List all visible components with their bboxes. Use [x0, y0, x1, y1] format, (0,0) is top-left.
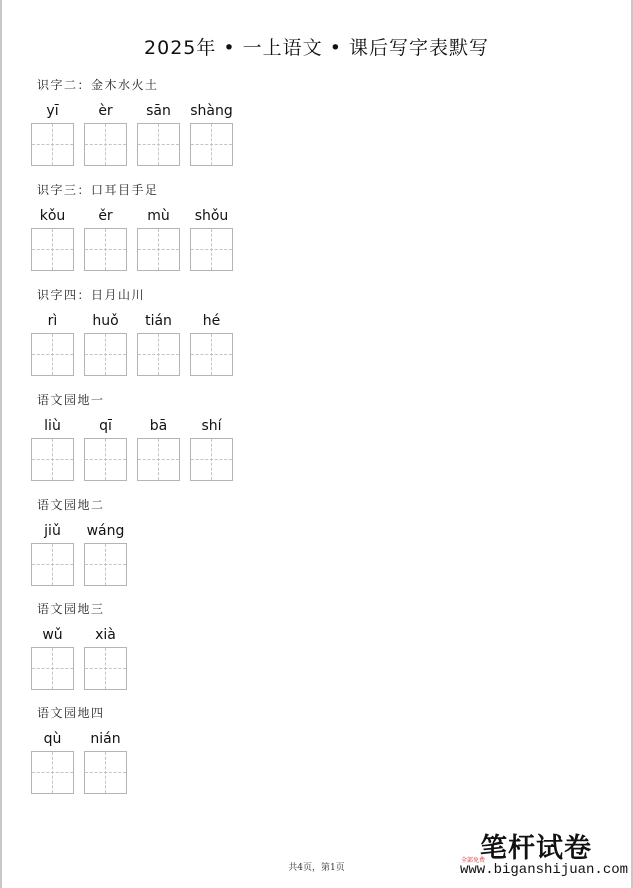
pinyin-label: mù	[147, 208, 170, 224]
watermark-free-tag: 全部免费	[461, 857, 486, 864]
pinyin-label: wáng	[86, 523, 125, 539]
tianzige-box[interactable]	[137, 438, 180, 481]
pinyin-label: wǔ	[42, 627, 63, 643]
pinyin-label: rì	[47, 313, 58, 329]
tianzige-box[interactable]	[31, 647, 74, 690]
section-label: 识字二：金木水火土	[37, 78, 159, 92]
tianzige-box[interactable]	[84, 333, 127, 376]
tianzige-box[interactable]	[84, 438, 127, 481]
page-title: 2025年 • 一上语文 • 课后写字表默写	[144, 37, 489, 59]
tianzige-box[interactable]	[190, 123, 233, 166]
pinyin-label: huǒ	[92, 313, 119, 329]
watermark-url: www.biganshijuan.com	[460, 862, 629, 878]
watermark-brand: 笔杆试卷	[480, 833, 592, 864]
section-label: 语文园地一	[37, 393, 105, 407]
tianzige-box[interactable]	[137, 228, 180, 271]
tianzige-box[interactable]	[84, 751, 127, 794]
tianzige-box[interactable]	[84, 123, 127, 166]
tianzige-box[interactable]	[137, 333, 180, 376]
pinyin-label: kǒu	[39, 208, 66, 224]
page-footer: 共4页，第1页	[288, 863, 345, 873]
pinyin-label: liù	[44, 418, 61, 434]
tianzige-box[interactable]	[190, 438, 233, 481]
pinyin-label: xià	[95, 627, 116, 643]
tianzige-box[interactable]	[190, 228, 233, 271]
watermark-logo	[458, 826, 628, 882]
pinyin-label: nián	[90, 731, 121, 747]
pinyin-label: bā	[149, 418, 168, 434]
pinyin-label: sān	[146, 103, 171, 119]
section-label: 识字三：口耳目手足	[37, 183, 159, 197]
tianzige-box[interactable]	[31, 123, 74, 166]
pinyin-label: qù	[43, 731, 62, 747]
pinyin-label: qī	[99, 418, 112, 434]
pinyin-label: hé	[202, 313, 221, 329]
tianzige-box[interactable]	[31, 228, 74, 271]
pinyin-label: shí	[201, 418, 222, 434]
tianzige-box[interactable]	[190, 333, 233, 376]
tianzige-box[interactable]	[31, 333, 74, 376]
tianzige-box[interactable]	[31, 438, 74, 481]
tianzige-box[interactable]	[84, 228, 127, 271]
tianzige-box[interactable]	[137, 123, 180, 166]
tianzige-box[interactable]	[31, 543, 74, 586]
tianzige-box[interactable]	[84, 647, 127, 690]
pinyin-label: shǒu	[194, 208, 229, 224]
tianzige-box[interactable]	[31, 751, 74, 794]
pinyin-label: èr	[98, 103, 113, 119]
pinyin-label: yī	[46, 103, 59, 119]
pinyin-label: tián	[145, 313, 172, 329]
pinyin-label: ěr	[98, 208, 113, 224]
pinyin-label: shàng	[190, 103, 233, 119]
section-label: 识字四：日月山川	[37, 288, 146, 302]
section-label: 语文园地二	[37, 498, 105, 512]
pinyin-label: jiǔ	[44, 523, 61, 539]
section-label: 语文园地四	[37, 706, 105, 720]
tianzige-box[interactable]	[84, 543, 127, 586]
section-label: 语文园地三	[37, 602, 105, 616]
page-edge-left	[0, 0, 2, 888]
